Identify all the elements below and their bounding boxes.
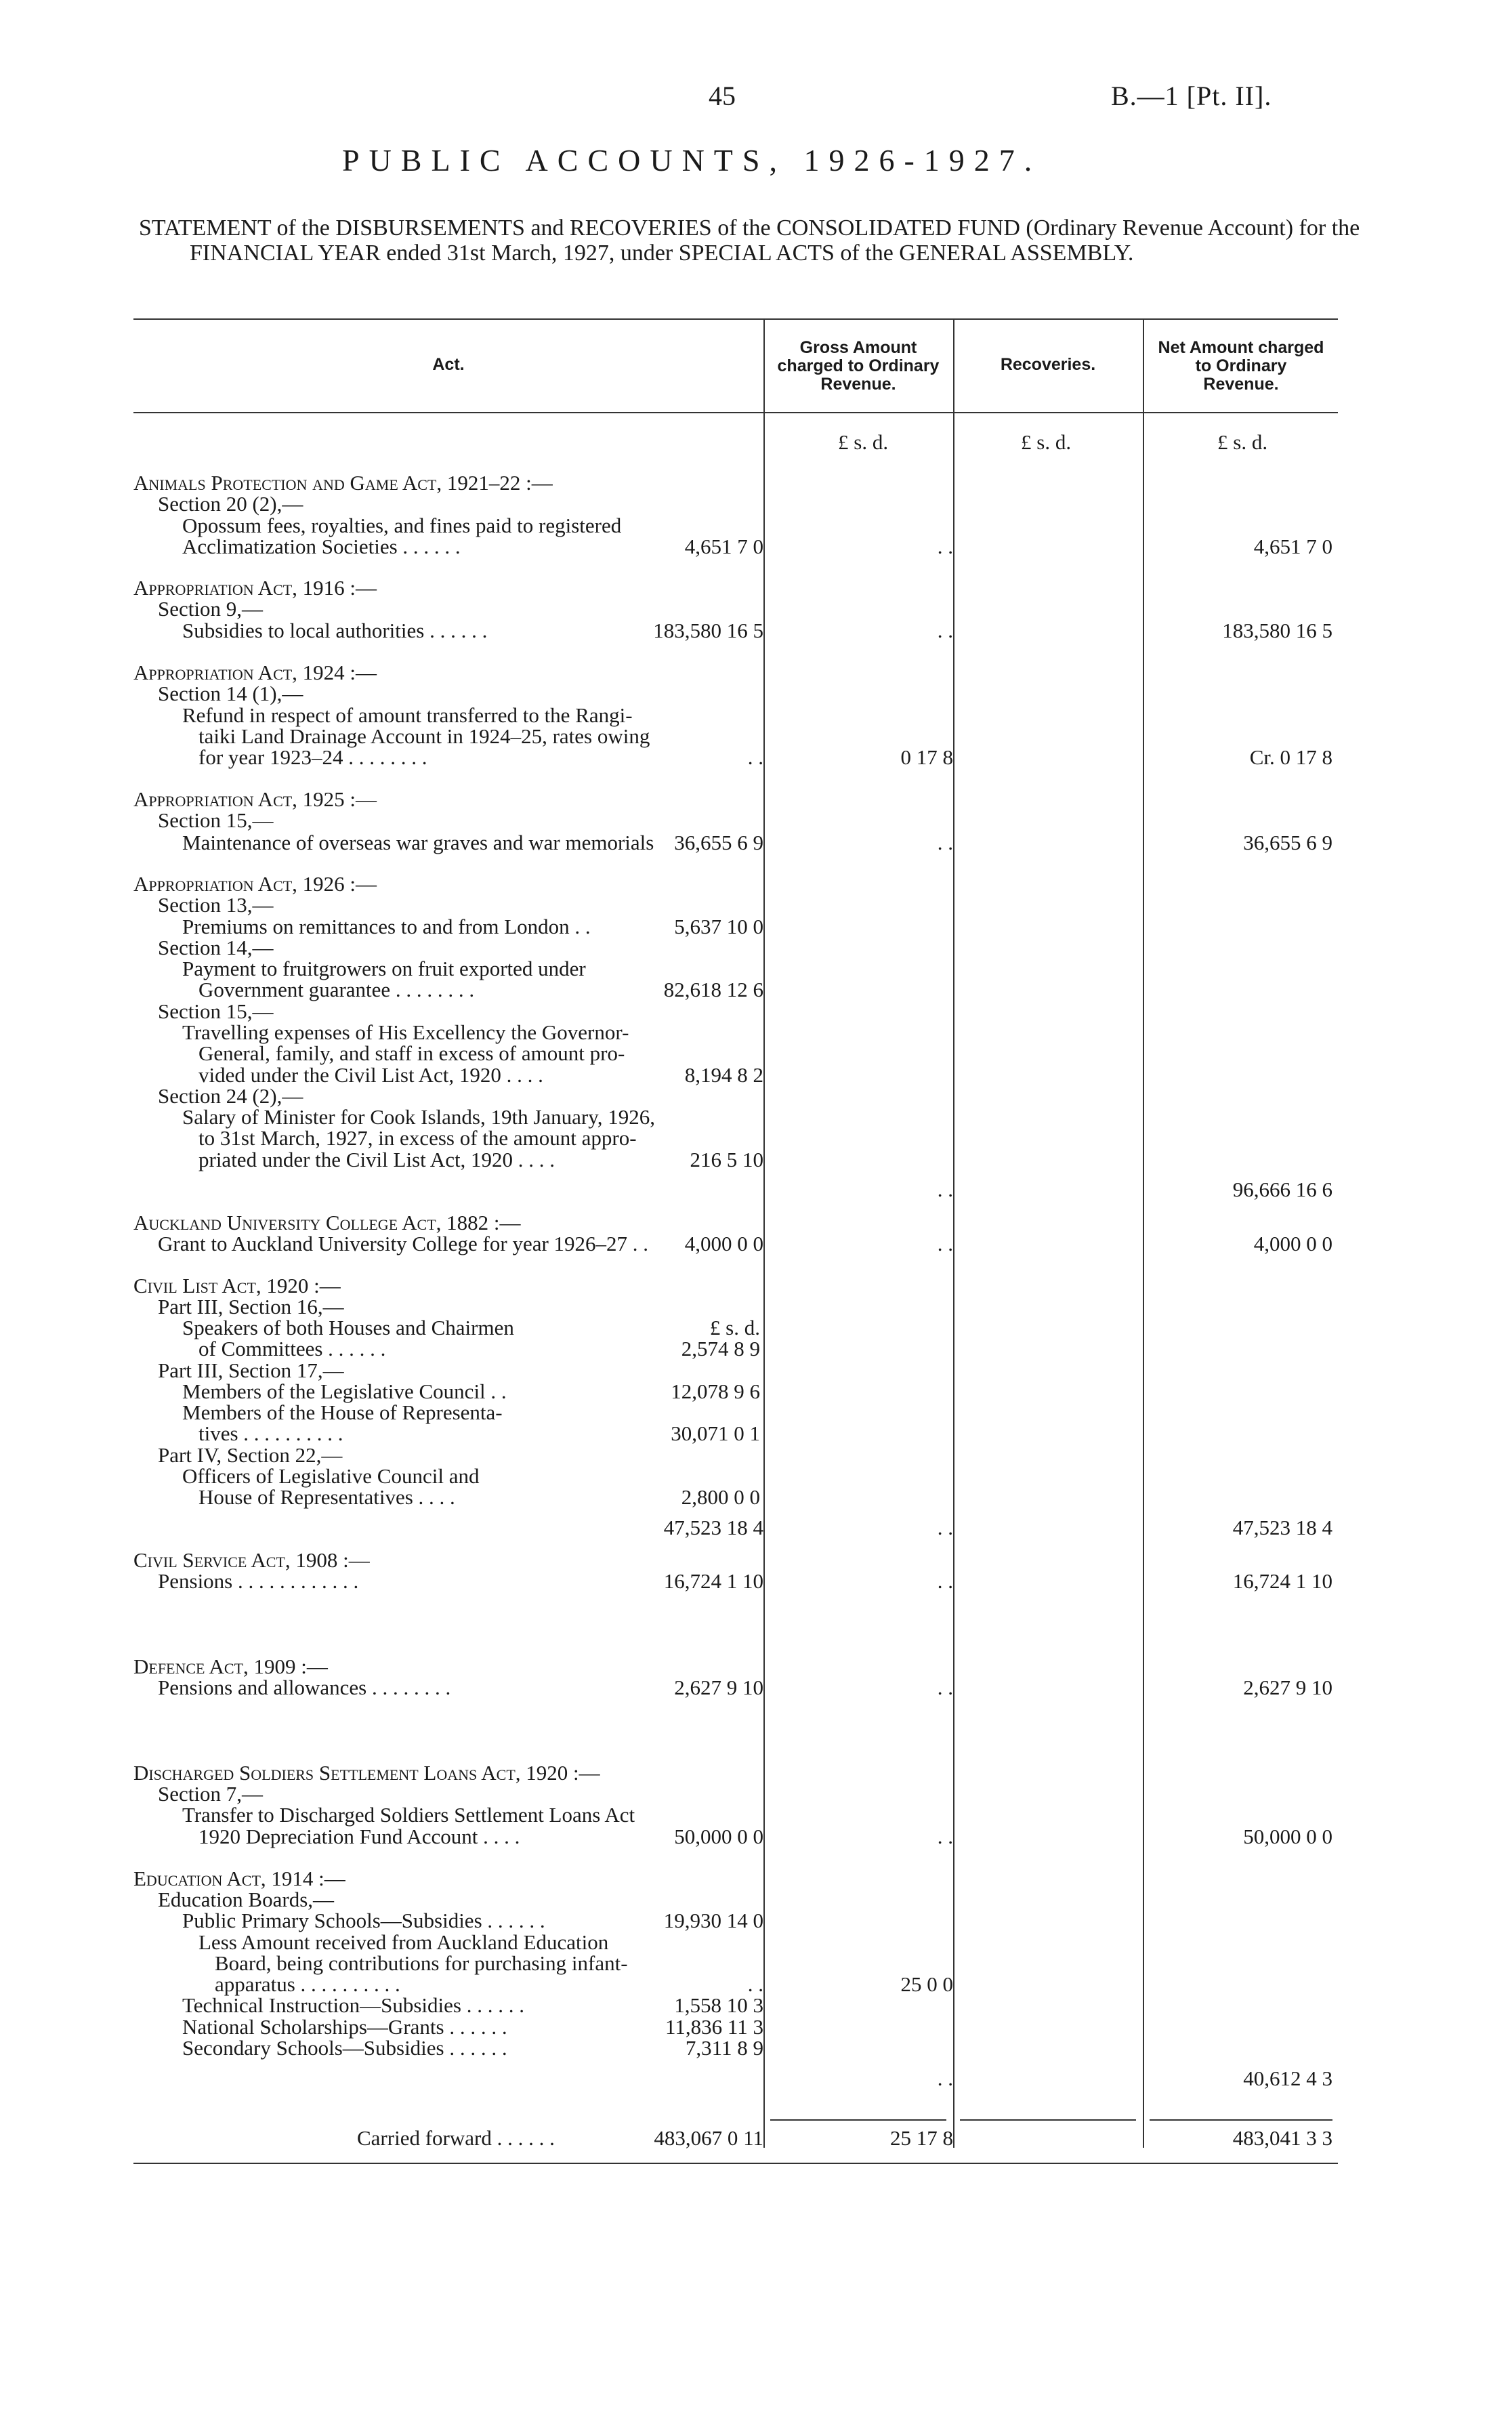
row-description: Members of the Legislative Council . .: [182, 1379, 507, 1403]
net-amount: 36,655 6 9: [1243, 831, 1332, 854]
column-header-recoveries: Recoveries.: [1000, 355, 1096, 374]
gross-amount: 19,930 14 0: [663, 1909, 763, 1932]
row-description: Subsidies to local authorities . . . . . .: [182, 619, 488, 642]
act-heading: Appropriation Act, 1925 :—: [133, 787, 377, 811]
row-description: Section 7,—: [158, 1782, 263, 1806]
recoveries-amount: . .: [937, 619, 953, 642]
gross-amount: 11,836 11 3: [665, 2015, 763, 2039]
row-description: Payment to fruitgrowers on fruit exported under: [182, 957, 586, 980]
gross-amount: 2,627 9 10: [674, 1676, 763, 1699]
row-description: Opossum fees, royalties, and fines paid to registered: [182, 514, 622, 537]
table-header-rule: [133, 412, 1338, 413]
row-description: priated under the Civil List Act, 1920 . . . .: [198, 1148, 555, 1171]
carried-forward-net: 483,041 3 3: [1232, 2126, 1332, 2150]
gross-amount: . .: [747, 745, 763, 769]
row-description: apparatus . . . . . . . . . .: [215, 1972, 400, 1996]
net-amount: 50,000 0 0: [1243, 1825, 1332, 1848]
gross-amount: 82,618 12 6: [663, 978, 763, 1001]
row-description: Section 15,—: [158, 808, 274, 832]
act-heading: Education Act, 1914 :—: [133, 1867, 345, 1890]
row-description: Section 24 (2),—: [158, 1084, 303, 1108]
row-description: 1920 Depreciation Fund Account . . . .: [198, 1825, 520, 1848]
row-description: National Scholarships—Grants . . . . . .: [182, 2015, 507, 2039]
row-description: Secondary Schools—Subsidies . . . . . .: [182, 2036, 507, 2060]
page-number: 45: [709, 81, 736, 111]
document-reference: B.—1 [Pt. II].: [1111, 81, 1272, 111]
row-description: taiki Land Drainage Account in 1924–25, rates owing: [198, 724, 650, 748]
act-heading: Appropriation Act, 1926 :—: [133, 872, 377, 896]
row-description: Less Amount received from Auckland Education: [198, 1930, 609, 1954]
gross-amount: 50,000 0 0: [674, 1825, 763, 1848]
units-net: £ s. d.: [1217, 430, 1268, 454]
row-description: tives . . . . . . . . . .: [198, 1421, 343, 1445]
carried-forward-recoveries: 25 17 8: [890, 2126, 953, 2150]
row-description: Transfer to Discharged Soldiers Settlement Loans Act: [182, 1803, 635, 1827]
row-description: Speakers of both Houses and Chairmen: [182, 1316, 514, 1339]
row-description: Officers of Legislative Council and: [182, 1464, 480, 1488]
net-amount: 183,580 16 5: [1222, 619, 1332, 642]
column-divider-recoveries: [953, 318, 954, 2148]
net-amount: 47,523 18 4: [1232, 1516, 1332, 1539]
row-description: Pensions . . . . . . . . . . . .: [158, 1569, 359, 1593]
totals-rule-recoveries: [960, 2119, 1136, 2121]
column-header-gross: Gross Amount charged to Ordinary Revenue.: [777, 338, 940, 394]
act-heading: Civil Service Act, 1908 :—: [133, 1548, 370, 1572]
recoveries-amount: . .: [937, 1569, 953, 1593]
net-amount: 96,666 16 6: [1232, 1178, 1332, 1201]
gross-amount: 216 5 10: [690, 1148, 763, 1171]
act-heading: Animals Protection and Game Act, 1921–22 :—: [133, 471, 553, 495]
carried-forward-gross: 483,067 0 11: [654, 2126, 763, 2150]
row-description: Travelling expenses of His Excellency the Governor-: [182, 1020, 629, 1044]
table-top-rule: [133, 318, 1338, 320]
row-description: Acclimatization Societies . . . . . .: [182, 535, 461, 558]
units-recoveries: £ s. d.: [1021, 430, 1072, 454]
civil-list-amount: 12,078 9 6: [671, 1379, 760, 1403]
row-description: Government guarantee . . . . . . . .: [198, 978, 475, 1001]
recoveries-amount: . .: [937, 831, 953, 854]
civil-list-amount: 2,574 8 9: [681, 1337, 760, 1360]
recoveries-amount: . .: [937, 2066, 953, 2090]
act-heading: Auckland University College Act, 1882 :—: [133, 1211, 521, 1234]
column-header-net: Net Amount charged to Ordinary Revenue.: [1158, 338, 1324, 394]
row-description: Part III, Section 17,—: [158, 1358, 344, 1382]
gross-amount: 36,655 6 9: [674, 831, 763, 854]
row-description: for year 1923–24 . . . . . . . .: [198, 745, 427, 769]
column-header-act: Act.: [432, 355, 465, 374]
act-heading: Appropriation Act, 1924 :—: [133, 661, 377, 684]
column-divider-gross: [763, 318, 765, 2148]
row-description: to 31st March, 1927, in excess of the amount appro-: [198, 1126, 637, 1150]
row-description: Section 14 (1),—: [158, 682, 303, 705]
gross-amount: 47,523 18 4: [663, 1516, 763, 1539]
totals-rule-gross: [770, 2119, 946, 2121]
row-description: Part III, Section 16,—: [158, 1295, 344, 1318]
recoveries-amount: . .: [937, 1232, 953, 1255]
net-amount: 4,651 7 0: [1253, 535, 1332, 558]
column-divider-net: [1143, 318, 1144, 2148]
row-description: Section 13,—: [158, 893, 274, 917]
statement-heading: STATEMENT of the DISBURSEMENTS and RECOVERIES of the CONSOLIDATED FUND (Ordinary Revenue Account) for the FINANCIAL YEAR ended 31st March, 1927, under SPECIAL ACTS of the GENERAL ASSEMBLY.: [139, 215, 1360, 266]
net-amount: 16,724 1 10: [1232, 1569, 1332, 1593]
table-bottom-rule: [133, 2163, 1338, 2164]
gross-amount: 16,724 1 10: [663, 1569, 763, 1593]
act-heading: Civil List Act, 1920 :—: [133, 1274, 341, 1297]
disbursements-table: [133, 318, 1338, 2182]
recoveries-amount: . .: [937, 1516, 953, 1539]
row-description: Technical Instruction—Subsidies . . . . . .: [182, 1993, 524, 2017]
page-title: PUBLIC ACCOUNTS, 1926-1927.: [342, 143, 1042, 178]
recoveries-amount: . .: [937, 1676, 953, 1699]
recoveries-amount: 0 17 8: [900, 745, 953, 769]
recoveries-amount: . .: [937, 1825, 953, 1848]
row-description: of Committees . . . . . .: [198, 1337, 386, 1360]
recoveries-amount: . .: [937, 1178, 953, 1201]
row-description: Section 15,—: [158, 999, 274, 1023]
net-amount: Cr. 0 17 8: [1249, 745, 1332, 769]
row-description: vided under the Civil List Act, 1920 . . . .: [198, 1063, 543, 1087]
row-description: Public Primary Schools—Subsidies . . . . . .: [182, 1909, 545, 1932]
carried-forward-label: Carried forward . . . . . .: [357, 2126, 555, 2150]
row-description: Members of the House of Representa-: [182, 1400, 503, 1424]
net-amount: 4,000 0 0: [1253, 1232, 1332, 1255]
gross-amount: 4,651 7 0: [684, 535, 763, 558]
gross-amount: 183,580 16 5: [653, 619, 763, 642]
row-description: Premiums on remittances to and from London . .: [182, 915, 591, 938]
net-amount: 2,627 9 10: [1243, 1676, 1332, 1699]
row-description: Maintenance of overseas war graves and war memorials: [182, 831, 654, 854]
row-description: Grant to Auckland University College for year 1926–27 . .: [158, 1232, 649, 1255]
civil-list-amount: 30,071 0 1: [671, 1421, 760, 1445]
row-description: Board, being contributions for purchasing infant-: [215, 1951, 628, 1975]
act-heading: Appropriation Act, 1916 :—: [133, 576, 377, 600]
row-description: Pensions and allowances . . . . . . . .: [158, 1676, 451, 1699]
civil-list-amount: 2,800 0 0: [681, 1485, 760, 1509]
civil-list-amount: £ s. d.: [709, 1316, 760, 1339]
row-description: Section 9,—: [158, 597, 263, 621]
gross-amount: 5,637 10 0: [674, 915, 763, 938]
gross-amount: . .: [747, 1972, 763, 1996]
row-description: Salary of Minister for Cook Islands, 19th January, 1926,: [182, 1105, 655, 1129]
act-heading: Discharged Soldiers Settlement Loans Act, 1920 :—: [133, 1761, 600, 1785]
net-amount: 40,612 4 3: [1243, 2066, 1332, 2090]
gross-amount: 8,194 8 2: [684, 1063, 763, 1087]
row-description: Section 14,—: [158, 936, 274, 959]
row-description: Refund in respect of amount transferred to the Rangi-: [182, 703, 633, 727]
recoveries-amount: . .: [937, 535, 953, 558]
gross-amount: 7,311 8 9: [685, 2036, 763, 2060]
totals-rule-net: [1150, 2119, 1332, 2121]
row-description: House of Representatives . . . .: [198, 1485, 455, 1509]
row-description: General, family, and staff in excess of amount pro-: [198, 1041, 625, 1065]
row-description: Part IV, Section 22,—: [158, 1443, 343, 1467]
gross-amount: 4,000 0 0: [684, 1232, 763, 1255]
units-gross: £ s. d.: [838, 430, 889, 454]
act-heading: Defence Act, 1909 :—: [133, 1655, 328, 1678]
gross-amount: 1,558 10 3: [674, 1993, 763, 2017]
row-description: Education Boards,—: [158, 1888, 335, 1911]
row-description: Section 20 (2),—: [158, 492, 303, 516]
recoveries-amount: 25 0 0: [900, 1972, 953, 1996]
